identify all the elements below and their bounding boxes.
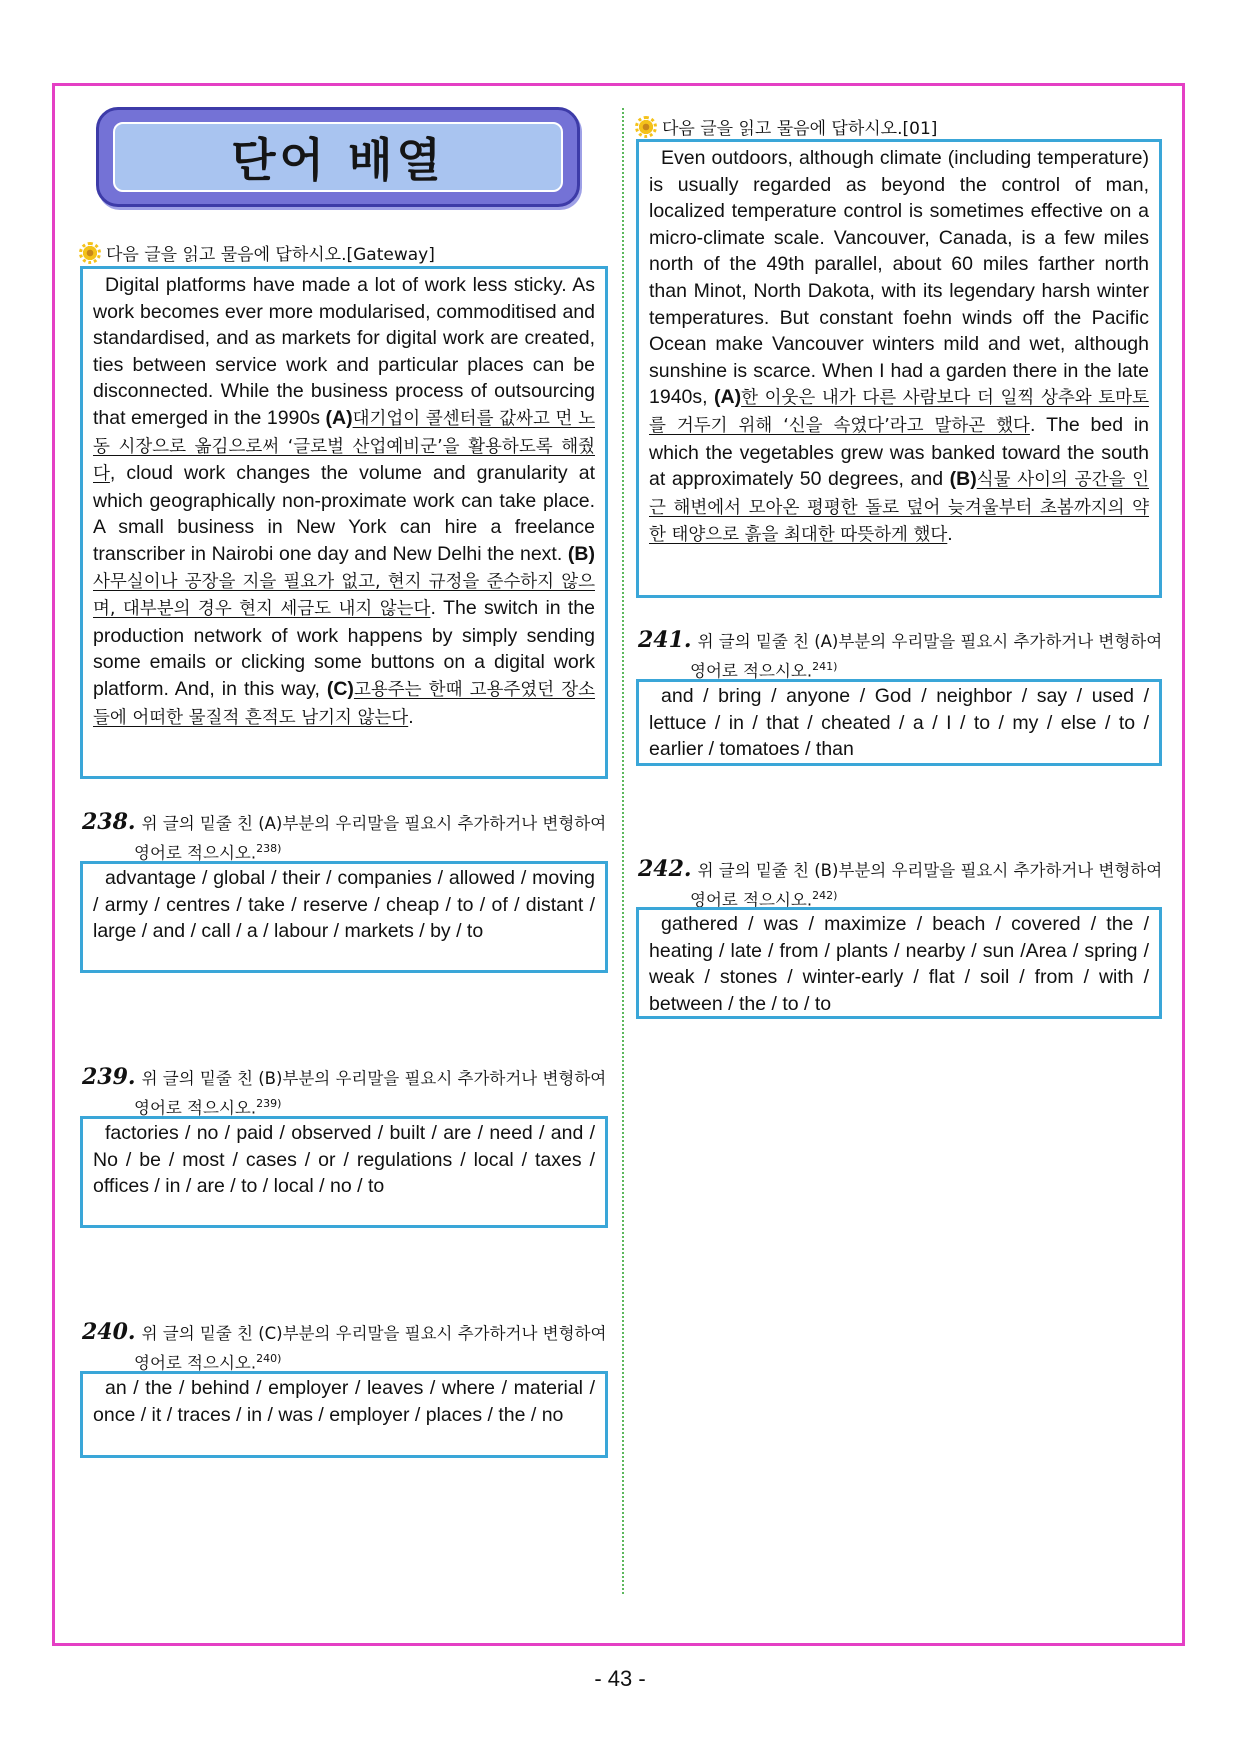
right-passage-box [636,139,1162,598]
underlined-korean-c: 고용주는 한때 고용주였던 장소들에 어떠한 물질적 흔적도 남기지 않는다 [93,679,596,728]
question-239 [82,1065,610,1121]
question-text-line2: 영어로 적으시오. [690,661,813,681]
question-238 [82,810,610,866]
question-text-line2: 영어로 적으시오. [134,1098,257,1118]
word-bank-text: gathered / was / maximize / beach / covered / the / heating / late / from / plants / nearby / sun /Area / spring / weak / stones / winter-early / flat / soil / from / with / between / the / to / to [649,913,1149,1015]
word-bank-238 [80,861,608,973]
left-passage-box [80,266,608,779]
word-bank-text: and / bring / anyone / God / neighbor / say / used / lettuce / in / that / cheated / a / I / to / my / else / to / earlier / tomatoes / than [649,685,1149,760]
left-passage-text [93,272,595,731]
section-title-inner [113,122,563,192]
word-bank-241 [636,679,1162,766]
question-number: 241. [638,627,692,653]
marker-c: (C) [326,677,354,700]
word-bank-239 [80,1116,608,1228]
word-bank-240 [80,1371,608,1458]
question-text-line2: 영어로 적으시오. [134,843,257,863]
question-text-line2: 영어로 적으시오. [690,890,813,910]
question-240 [82,1320,610,1376]
section-title: 단어 배열 [231,133,445,187]
footnote-ref: 242) [812,889,838,902]
right-passage-text [649,145,1149,549]
passage-text: . The bed in which the vegetables grew was banked toward the south at approximately 50 degrees, and [649,413,1149,491]
question-241 [638,628,1164,684]
question-number: 239. [82,1064,136,1090]
question-text-line2: 영어로 적으시오. [134,1353,257,1373]
marker-a: (A) [714,386,742,409]
word-bank-text: an / the / behind / employer / leaves / where / material / once / it / traces / in / was / employer / places / the / no [93,1377,595,1426]
word-bank-text: factories / no / paid / observed / built / are / need / and / No / be / most / cases / or / regulations / local / taxes / offices / in / are / to / local / no / to [93,1122,595,1197]
question-text: 위 글의 밑줄 친 (A)부분의 우리말을 필요시 추가하거나 변형하여 [141,814,607,833]
page-number: - 43 - [594,1666,646,1691]
question-number: 242. [638,856,692,882]
marker-a: (A) [325,406,353,429]
flower-bullet-icon [82,245,98,261]
right-instruction-text: 다음 글을 읽고 물음에 답하시오.[01] [662,119,938,139]
word-bank-text: advantage / global / their / companies / allowed / moving / army / centres / take / reserve / cheap / to / of / distant / large / and / call / a / labour / markets / by / to [93,867,595,942]
underlined-korean-b: 사무실이나 공장을 지을 필요가 없고, 현지 규정을 준수하지 않으며, 대부분의 경우 현지 세금도 내지 않는다 [93,571,595,620]
section-title-banner [96,107,580,207]
passage-text: , cloud work changes the volume and granularity at which geographically non-proximate work can take place. A small business in New York can hire a freelance transcriber in Nairobi one day and New Delhi the next. [93,462,595,565]
passage-text: . The switch in the production network of work happens by simply sending some emails or clicking some buttons on a digital work platform. And, in this way, [93,597,595,700]
underlined-korean-b: 식물 사이의 공간을 인근 해변에서 모아온 평평한 돌로 덮어 늦겨울부터 초봄까지의 약한 태양으로 흙을 최대한 따뜻하게 했다 [649,470,1149,546]
passage-text: Even outdoors, although climate (including temperature) is usually regarded as beyond the control of man, localized temperature control is sometimes effective on a micro-climate scale. Vancouver, Canada, is a few miles north of the 49th parallel, about 60 miles farther north than Minot, North Dakota, with its legendary harsh winter temperatures. But constant foehn winds off the Pacific Ocean make Vancouver winters mild and wet, although sunshine is scarce. When I had a garden there in the late 1940s, [649,147,1149,409]
question-text: 위 글의 밑줄 친 (B)부분의 우리말을 필요시 추가하거나 변형하여 [697,861,1163,880]
question-number: 238. [82,809,136,835]
left-instruction [82,240,435,265]
passage-text: Digital platforms have made a lot of work less sticky. As work becomes ever more modularised, commoditised and standardised, and as markets for digital work are created, ties between service work and particular places can be disconnected. While the business process of outsourcing that emerged in the 1990s [93,274,595,429]
word-bank-242 [636,907,1162,1019]
passage-text: . [408,705,414,728]
footnote-ref: 238) [256,842,282,855]
left-instruction-text: 다음 글을 읽고 물음에 답하시오.[Gateway] [106,245,435,265]
question-text: 위 글의 밑줄 친 (B)부분의 우리말을 필요시 추가하거나 변형하여 [141,1069,607,1088]
underlined-korean-a: 한 이웃은 내가 다른 사람보다 더 일찍 상추와 토마토를 거두기 위해 ‘신을 속였다’라고 말하곤 했다 [649,388,1149,436]
underlined-korean-a: 대기업이 콜센터를 값싸고 먼 노동 시장으로 옮김으로써 ‘글로벌 산업예비군’을 활용하도록 해줬다 [93,408,595,485]
question-text: 위 글의 밑줄 친 (C)부분의 우리말을 필요시 추가하거나 변형하여 [141,1324,607,1343]
question-text: 위 글의 밑줄 친 (A)부분의 우리말을 필요시 추가하거나 변형하여 [697,632,1163,651]
question-242 [638,857,1164,913]
marker-b: (B) [567,542,595,565]
column-divider [622,108,624,1594]
right-instruction [638,114,937,139]
passage-text: . [947,523,953,546]
footnote-ref: 241) [812,660,838,673]
footnote-ref: 240) [256,1352,282,1365]
marker-b: (B) [949,468,977,491]
question-number: 240. [82,1319,136,1345]
flower-bullet-icon [638,119,654,135]
footnote-ref: 239) [256,1097,282,1110]
